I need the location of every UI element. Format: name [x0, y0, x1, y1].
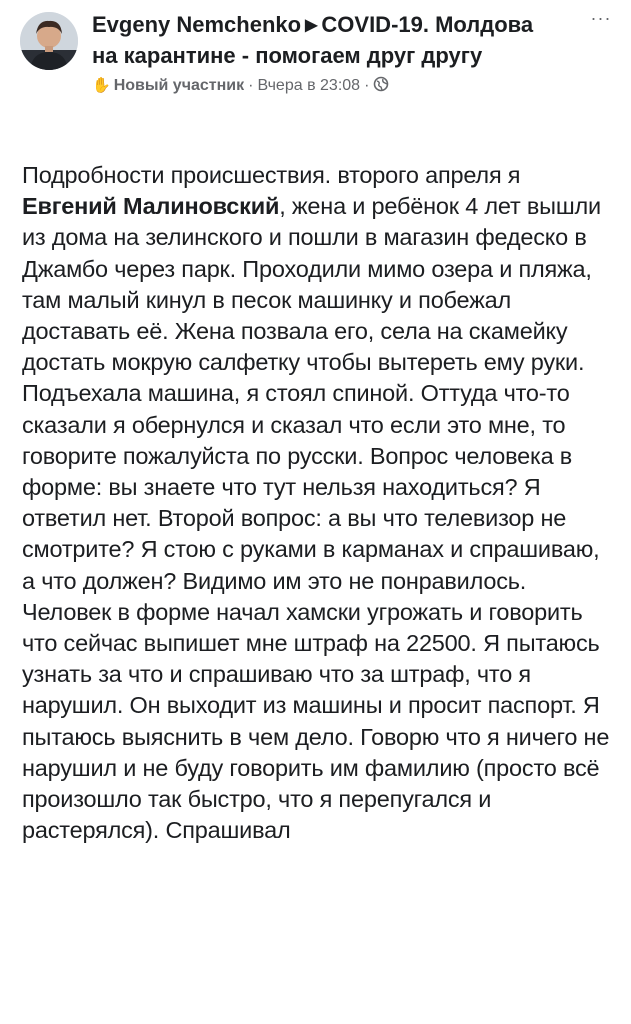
right-triangle-icon: ▶ — [305, 17, 318, 34]
post-header — [20, 8, 620, 138]
wave-hand-icon: ✋ — [92, 77, 111, 94]
meta-separator: · — [248, 77, 254, 94]
post-meta — [92, 75, 542, 99]
title-block — [92, 10, 542, 99]
meta-separator-2: · — [364, 77, 370, 94]
post-body-text — [22, 160, 618, 846]
avatar[interactable] — [20, 12, 78, 70]
author-name[interactable]: Evgeny Nemchenko — [92, 12, 302, 37]
post-title — [92, 10, 542, 71]
post-text-rest: , жена и ребёнок 4 лет вышли из дома на зелинского и пошли в магазин федеско в Джамбо через парк. Проходили мимо озера и пляжа, там малый кинул в песок машинку и побежал доставать её. Жена позвала его, села на скамейку достать мокрую салфетку чтобы вытереть ему руки. Подъехала машина, я стоял спиной. Оттуда что-то сказали я обернулся и сказал что если это мне, то говорите пожалуйста по русски. Вопрос человека в форме: вы знаете что тут нельзя находиться? Я ответил нет. Второй вопрос: а вы что телевизор не смотрите? Я стою с руками в карманах и спрашиваю, а что должен? Видимо им это не понравилось. Человек в форме начал хамски угрожать и говорить что сейчас выпишет мне штраф на 22500. Я пытаюсь узнать за что и спрашиваю что за штраф, что я нарушил. Он выходит из машины и просит паспорт. Я пытаюсь выяснить в чем дело. Говорю что я ничего не нарушил и не буду говорить им фамилию (просто всё произошло так быстро, что я перепугался и растерялся). Спрашивал — [22, 193, 610, 844]
avatar-image — [20, 12, 78, 70]
member-badge: Новый участник — [113, 77, 245, 94]
post-time[interactable]: Вчера в 23:08 — [257, 77, 361, 94]
globe-icon[interactable] — [373, 76, 389, 99]
group-name[interactable]: COVID-19. Молдова на карантине - помогаем друг другу — [92, 12, 534, 68]
post-text-intro: Подробности происшествия. второго апреля я — [22, 162, 521, 188]
more-options-button[interactable]: ··· — [590, 8, 612, 28]
post-text-bold-name: Евгений Малиновский — [22, 193, 280, 220]
